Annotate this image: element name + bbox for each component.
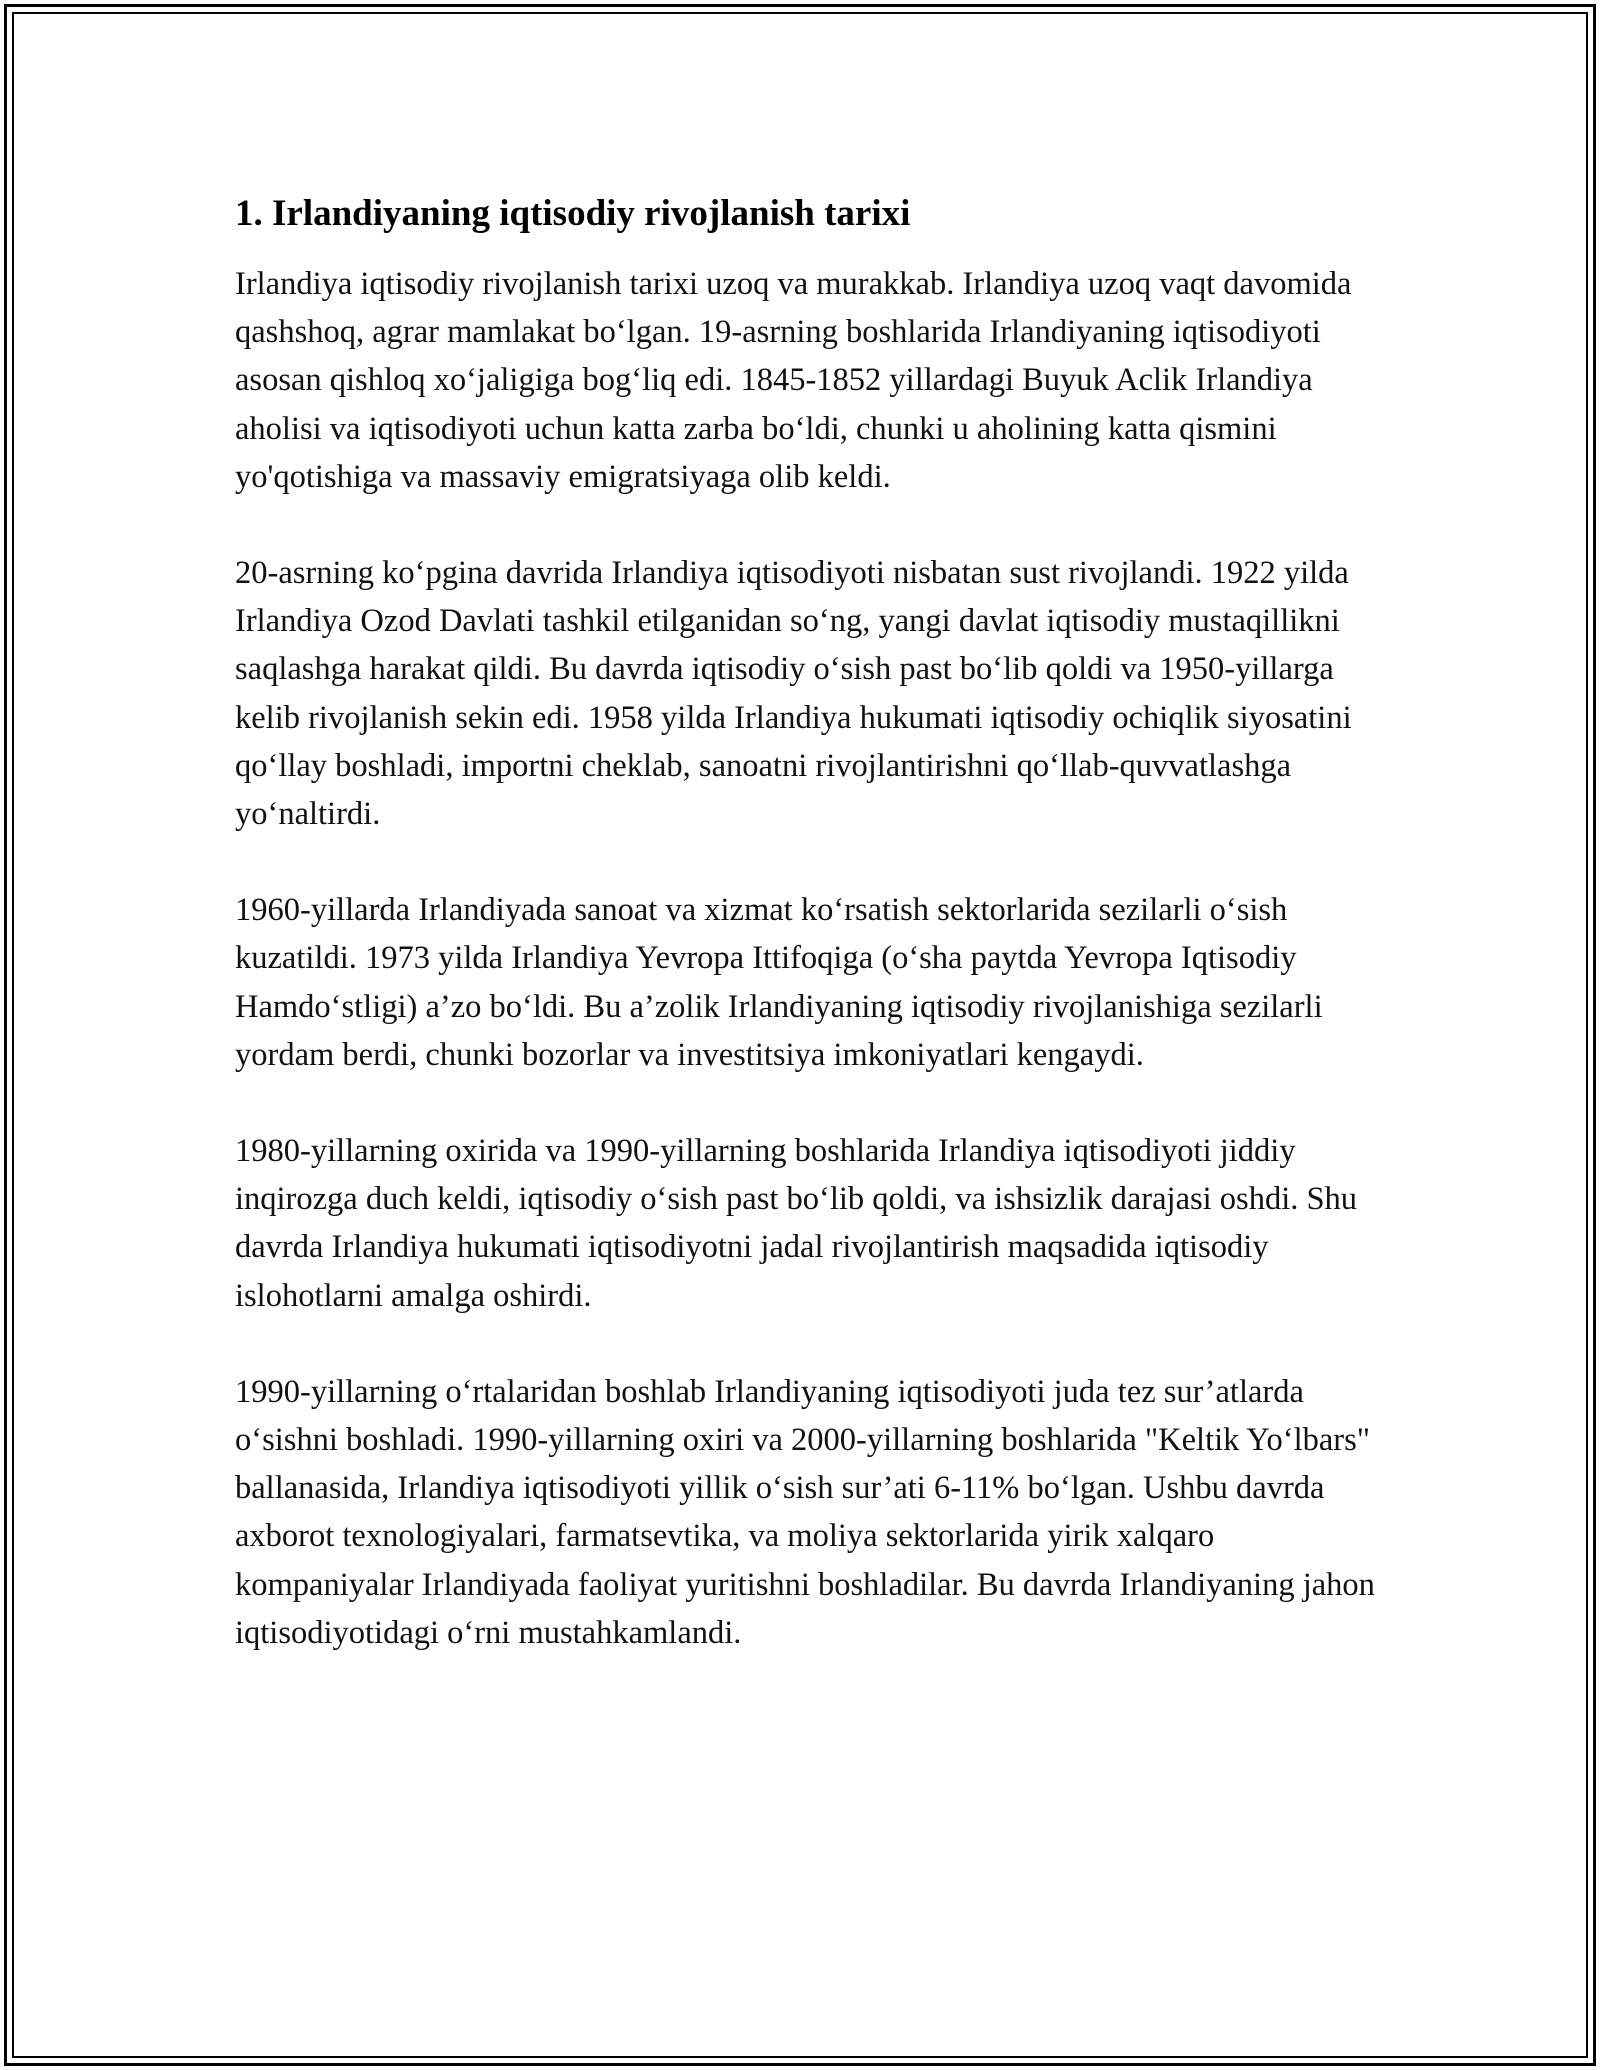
paragraph-5: 1990-yillarning o‘rtalaridan boshlab Irlandiyaning iqtisodiyoti juda tez sur’atlarda o‘sishni boshladi. 1990-yillarning oxiri va 2000-yillarning boshlarida "Keltik Yo‘lbars" ballanasida, Irlandiya iqtisodiyoti yillik o‘sish sur’ati 6-11% bo‘lgan. Ushbu davrda axborot texnologiyalari, farmatsevtika, va moliya sektorlarida yirik xalqaro kompaniyalar Irlandiyada faoliyat yuritishni boshladilar. Bu davrda Irlandiyaning jahon iqtisodiyotidagi o‘rni mustahkamlandi. — [235, 1373, 1375, 1651]
paragraph-4: 1980-yillarning oxirida va 1990-yillarning boshlarida Irlandiya iqtisodiyoti jiddiy inqirozga duch keldi, iqtisodiy o‘sish past bo‘lib qoldi, va ishsizlik darajasi oshdi. Shu davrda Irlandiya hukumati iqtisodiyotni jadal rivojlantirish maqsadida iqtisodiy islohotlarni amalga oshirdi. — [235, 1133, 1358, 1314]
paragraph-2: 20-asrning ko‘pgina davrida Irlandiya iqtisodiyoti nisbatan sust rivojlandi. 1922 yilda Irlandiya Ozod Davlati tashkil etilganidan so‘ng, yangi davlat iqtisodiy mustaqillikni saqlashga harakat qildi. Bu davrda iqtisodiy o‘sish past bo‘lib qoldi va 1950-yillarga kelib rivojlanish sekin edi. 1958 yilda Irlandiya hukumati iqtisodiy ochiqlik siyosatini qo‘llay boshladi, importni cheklab, sanoatni rivojlantirishni qo‘llab-quvvatlashga yo‘naltirdi. — [235, 555, 1352, 833]
paragraph-1: Irlandiya iqtisodiy rivojlanish tarixi uzoq va murakkab. Irlandiya uzoq vaqt davomida qashshoq, agrar mamlakat bo‘lgan. 19-asrning boshlarida Irlandiyaning iqtisodiyoti asosan qishloq xo‘jaligiga bog‘liq edi. 1845-1852 yillardagi Buyuk Aclik Irlandiya aholisi va iqtisodiyoti uchun katta zarba bo‘ldi, chunki u aholining katta qismini yo'qotishiga va massaviy emigratsiyaga olib keldi. — [235, 266, 1352, 495]
paragraph-3: 1960-yillarda Irlandiyada sanoat va xizmat ko‘rsatish sektorlarida sezilarli o‘sish kuzatildi. 1973 yilda Irlandiya Yevropa Ittifoqiga (o‘sha paytda Yevropa Iqtisodiy Hamdo‘stligi) a’zo bo‘ldi. Bu a’zolik Irlandiyaning iqtisodiy rivojlanishiga sezilarli yordam berdi, chunki bozorlar va investitsiya imkoniyatlari kengaydi. — [235, 892, 1323, 1073]
document-body — [235, 188, 1385, 1705]
section-heading: 1. Irlandiyaning iqtisodiy rivojlanish tarixi — [235, 193, 911, 234]
